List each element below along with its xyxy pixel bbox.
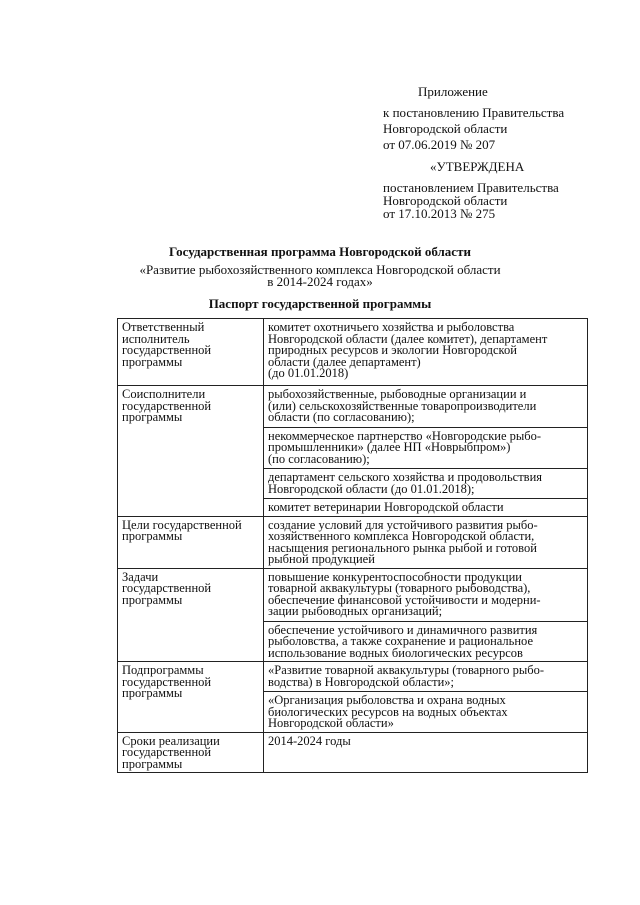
coexecutors-value (264, 386, 588, 517)
passport-table (117, 318, 588, 773)
coexecutor-item: некоммерческое партнерство «Новгородские рыбо- промышленники» (далее НП «Новрыбпром») (по согласованию); (264, 427, 587, 466)
coexecutor-item: департамент сельского хозяйства и продовольствия Новгородской области (до 01.01.2018); (264, 468, 587, 495)
task-item: обеспечение устойчивого и динамичного развития рыболовства, а также сохранение и рациональное использование водных биологических ресурсов (264, 621, 587, 660)
task-item: повышение конкурентоспособности продукции товарной аквакультуры (товарного рыбоводства), обеспечение финансовой устойчивости и модерни- зации рыбоводных организаций; (268, 569, 541, 618)
goals-label: Цели государственной программы (118, 516, 264, 568)
program-subtitle-line-2: в 2014-2024 годах» (267, 274, 373, 289)
table-row (118, 319, 588, 386)
terms-label: Сроки реализации государственной программы (118, 732, 264, 773)
program-title: Государственная программа Новгородской области (169, 244, 471, 259)
table-row (118, 732, 588, 773)
terms-value: 2014-2024 годы (264, 732, 588, 773)
table-row (118, 386, 588, 517)
coexecutors-label: Соисполнители государственной программы (118, 386, 264, 517)
program-subtitle-line-1: «Развитие рыбохозяйственного комплекса Новгородской области (139, 262, 501, 277)
appendix-label: Приложение (418, 84, 488, 99)
approved-line-2: Новгородской области (383, 193, 508, 208)
approved-line-1: постановлением Правительства (383, 180, 559, 195)
subprograms-label: Подпрограммы государственной программы (118, 662, 264, 733)
approved-date: от 17.10.2013 № 275 (383, 206, 496, 221)
resolution-line-2: Новгородской области (383, 121, 508, 136)
table-row (118, 662, 588, 733)
subprograms-value (264, 662, 588, 733)
responsible-value: комитет охотничьего хозяйства и рыболовства Новгородской области (далее комитет), департамент природных ресурсов и экологии Новгородской области (далее департамент) (до 01.01.2018) (264, 319, 588, 386)
table-row (118, 568, 588, 662)
coexecutor-item: рыбохозяйственные, рыбоводные организации и (или) сельскохозяйственные товаропроизводители области (по согласованию); (268, 387, 537, 424)
approved-label: «УТВЕРЖДЕНА (430, 159, 525, 174)
subprogram-item: «Развитие товарной аквакультуры (товарного рыбо- водства) в Новгородской области»; (268, 663, 545, 689)
coexecutor-item: комитет ветеринарии Новгородской области (264, 498, 587, 514)
goals-value: создание условий для устойчивого развития рыбо- хозяйственного комплекса Новгородской области, насыщения регионального рынка рыбой и готовой рыбной продукцией (264, 516, 588, 568)
resolution-line-1: к постановлению Правительства (383, 105, 565, 120)
responsible-label: Ответственный исполнитель государственной программы (118, 319, 264, 386)
subprogram-item: «Организация рыболовства и охрана водных биологических ресурсов на водных объектах Новгородской области» (264, 691, 587, 730)
resolution-date: от 07.06.2019 № 207 (383, 137, 496, 152)
tasks-value (264, 568, 588, 662)
tasks-label: Задачи государственной программы (118, 568, 264, 662)
table-row (118, 516, 588, 568)
passport-title: Паспорт государственной программы (208, 296, 432, 311)
